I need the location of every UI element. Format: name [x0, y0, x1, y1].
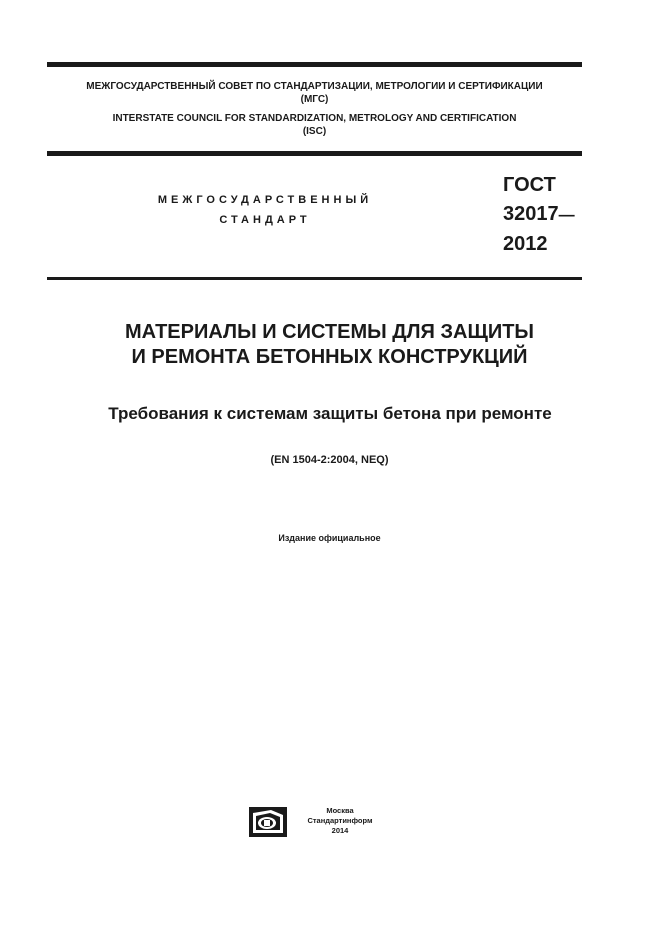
standard-label-line2: СТАНДАРТ [219, 214, 311, 226]
gost-year: 2012 [503, 233, 548, 255]
council-name-en [47, 112, 582, 138]
council-en-line1: INTERSTATE COUNCIL FOR STANDARDIZATION, METROLOGY AND CERTIFICATION [112, 113, 517, 124]
publisher-name: Стандартинформ [307, 816, 373, 825]
middle-rule [47, 151, 582, 156]
standard-type-label [130, 190, 400, 230]
gost-prefix: ГОСТ [503, 174, 556, 196]
title-line1: МАТЕРИАЛЫ И СИСТЕМЫ ДЛЯ ЗАЩИТЫ [124, 321, 535, 343]
document-subtitle: Требования к системам защиты бетона при ремонте [108, 404, 552, 423]
gost-number-line [503, 200, 575, 230]
council-name-ru [47, 80, 582, 106]
council-en-line2: (ISC) [302, 126, 327, 137]
standard-reference: (EN 1504-2:2004, NEQ) [270, 454, 389, 466]
document-title [47, 320, 612, 370]
publisher-imprint [297, 806, 383, 836]
gost-designation [503, 171, 575, 259]
council-ru-line2: (МГС) [300, 94, 329, 105]
standard-label-line1: МЕЖГОСУДАРСТВЕННЫЙ [157, 194, 373, 206]
council-ru-line1: МЕЖГОСУДАРСТВЕННЫЙ СОВЕТ ПО СТАНДАРТИЗАЦИИ, МЕТРОЛОГИИ И СЕРТИФИКАЦИИ [86, 81, 543, 92]
edition-note: Издание официальное [278, 533, 381, 543]
publisher-year: 2014 [331, 826, 349, 835]
publisher-city: Москва [326, 806, 354, 815]
gost-dash: — [558, 207, 575, 224]
title-line2: И РЕМОНТА БЕТОННЫХ КОНСТРУКЦИЙ [131, 346, 528, 368]
top-rule [47, 62, 582, 67]
gost-number: 32017 [503, 203, 559, 225]
bottom-rule [47, 277, 582, 280]
standartinform-logo-icon [249, 807, 287, 837]
